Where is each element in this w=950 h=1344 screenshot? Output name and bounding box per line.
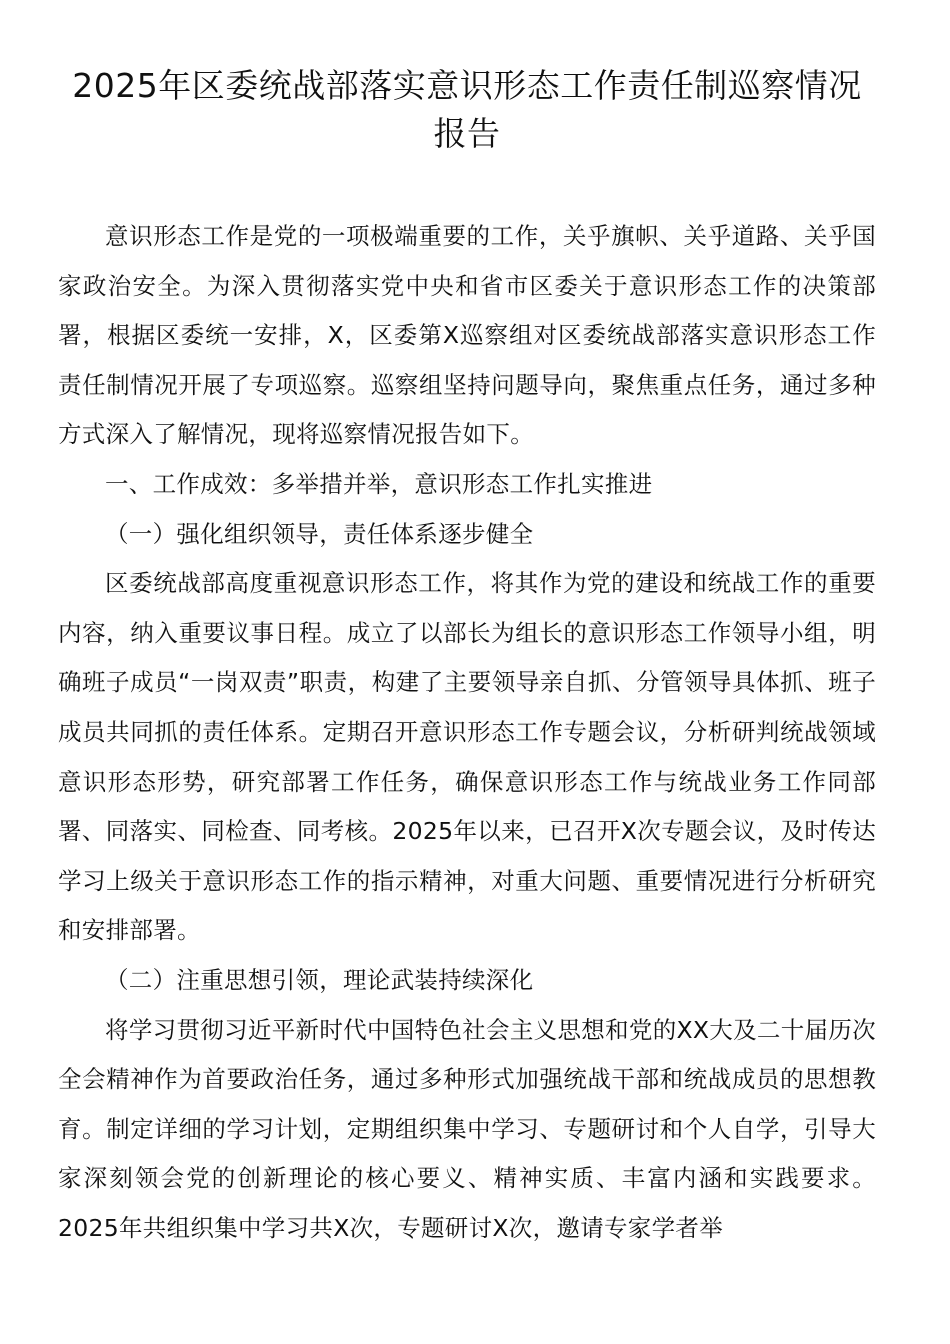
document-title: 2025年区委统战部落实意识形态工作责任制巡察情况报告 xyxy=(72,66,862,153)
subsection-2-paragraph: 将学习贯彻习近平新时代中国特色社会主义思想和党的XX大及二十届历次全会精神作为首要政治任务，通过多种形式加强统战干部和统战成员的思想教育。制定详细的学习计划，定期组织集中学习、专题研讨和个人自学，引导大家深刻领会党的创新理论的核心要义、精神实质、丰富内涵和实践要求。2025年共组织集中学习共X次，专题研讨X次，邀请专家学者举 xyxy=(58,1015,876,1242)
subsection-heading-2: （二）注重思想引领，理论武装持续深化 xyxy=(105,965,534,994)
document-body xyxy=(58,212,876,1253)
subsection-1-paragraph: 区委统战部高度重视意识形态工作，将其作为党的建设和统战工作的重要内容，纳入重要议事日程。成立了以部长为组长的意识形态工作领导小组，明确班子成员“一岗双责”职责，构建了主要领导亲自抓、分管领导具体抓、班子成员共同抓的责任体系。定期召开意识形态工作专题会议，分析研判统战领域意识形态形势，研究部署工作任务，确保意识形态工作与统战业务工作同部署、同落实、同检查、同考核。2025年以来，已召开X次专题会议，及时传达学习上级关于意识形态工作的指示精神，对重大问题、重要情况进行分析研究和安排部署。 xyxy=(58,569,876,945)
intro-paragraph: 意识形态工作是党的一项极端重要的工作，关乎旗帜、关乎道路、关乎国家政治安全。为深入贯彻落实党中央和省市区委关于意识形态工作的决策部署，根据区委统一安排，X，区委第X巡察组对区委统战部落实意识形态工作责任制情况开展了专项巡察。巡察组坚持问题导向，聚焦重点任务，通过多种方式深入了解情况，现将巡察情况报告如下。 xyxy=(58,222,876,449)
subsection-heading-1: （一）强化组织领导，责任体系逐步健全 xyxy=(105,519,534,548)
section-heading-1: 一、工作成效：多举措并举，意识形态工作扎实推进 xyxy=(105,469,653,498)
